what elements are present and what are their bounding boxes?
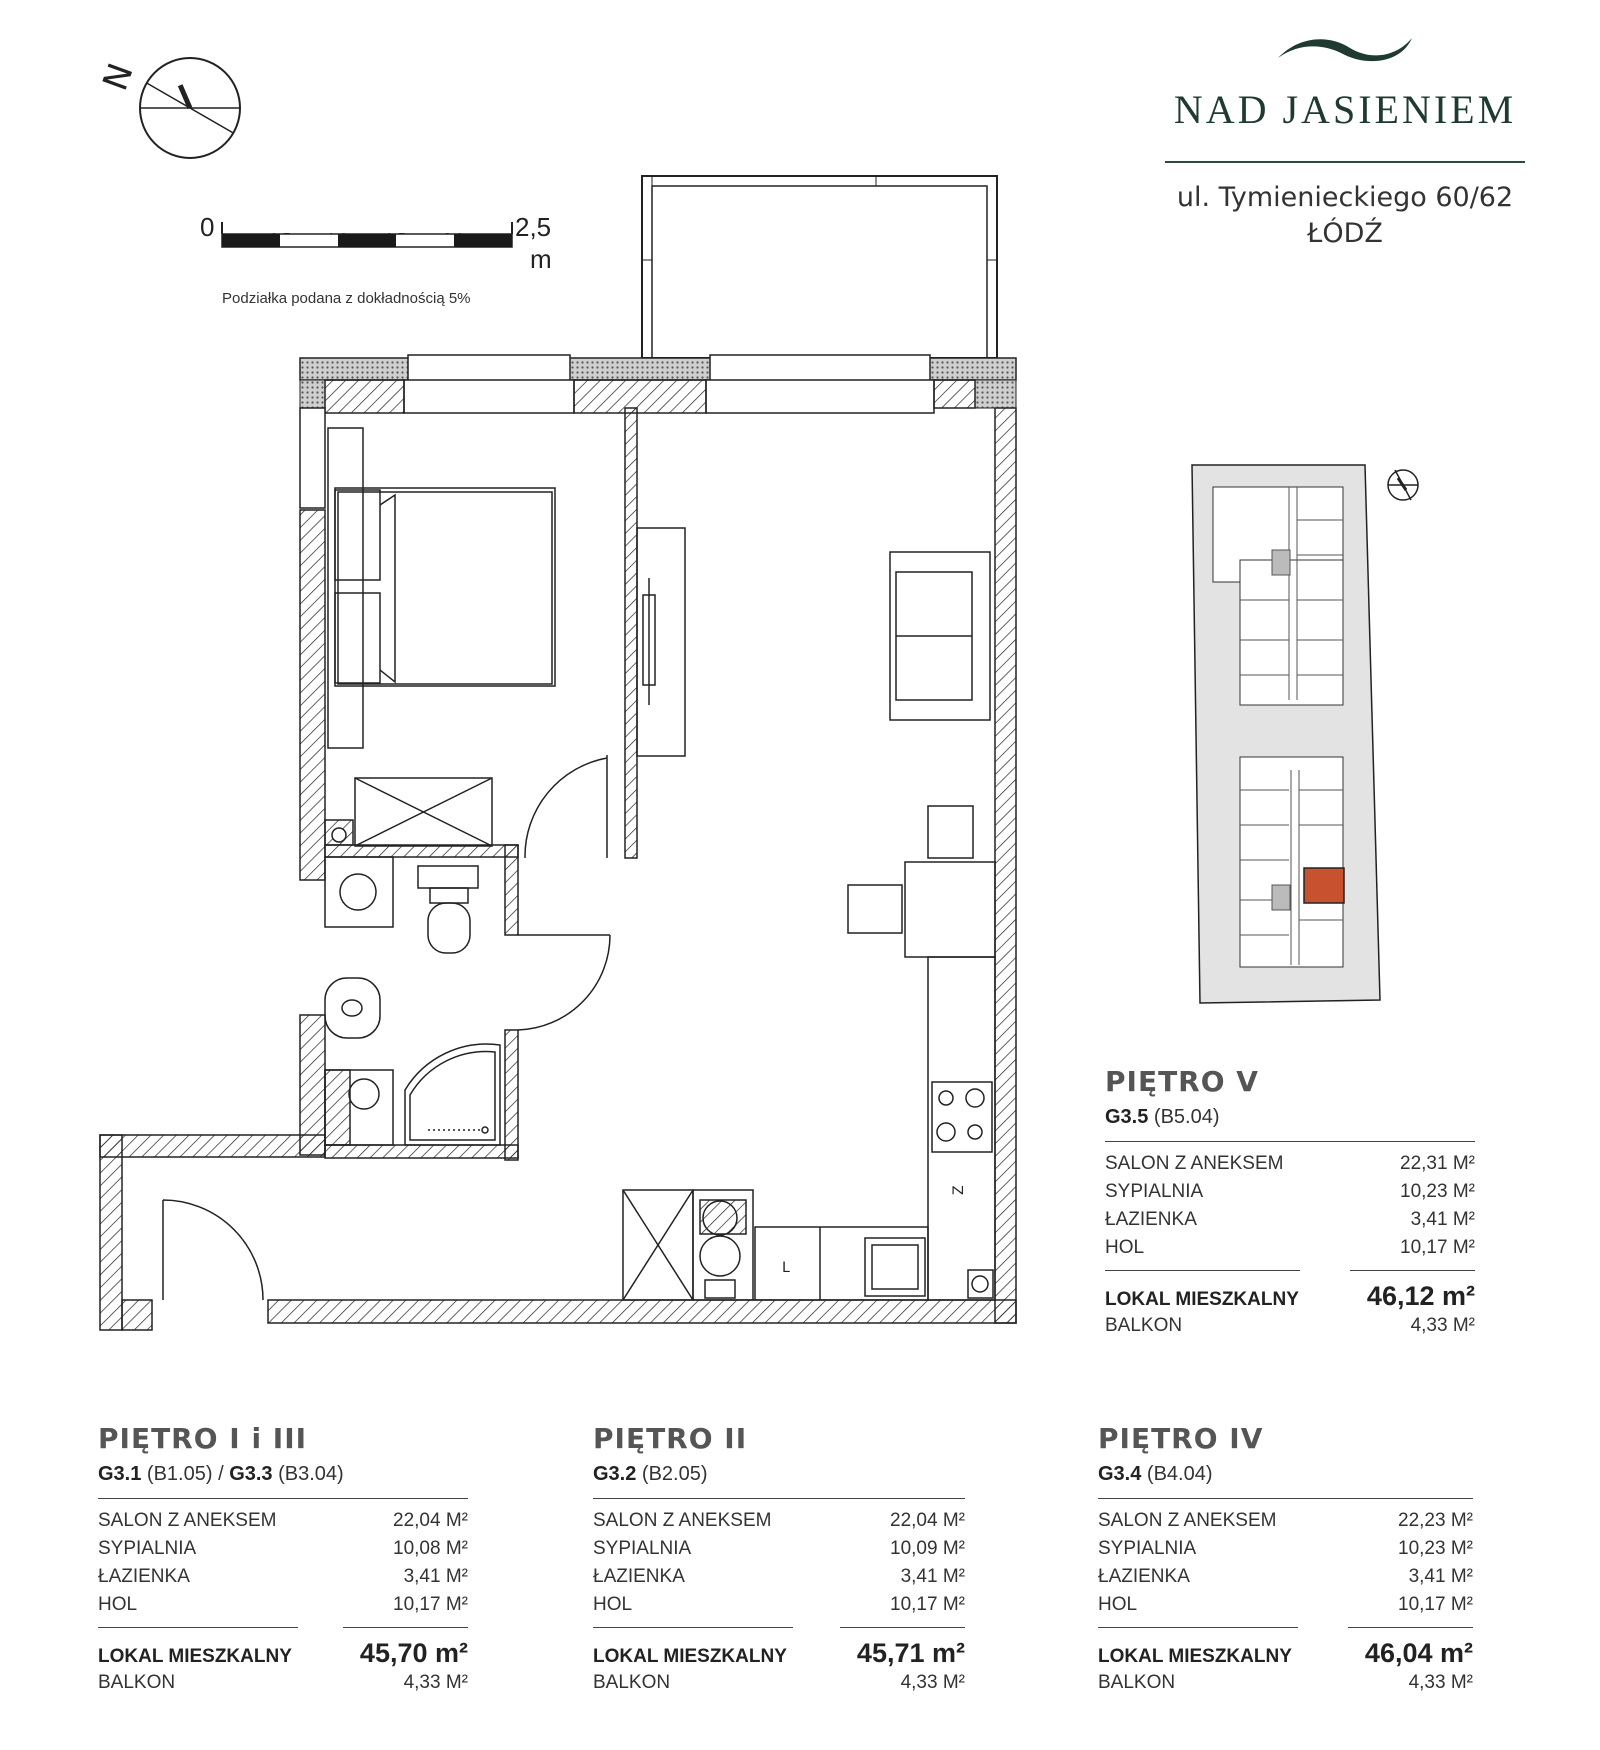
bed (328, 428, 555, 748)
floor-i-iii-title: PIĘTRO I i III (98, 1422, 308, 1455)
key-plan-compass-icon (1388, 470, 1418, 500)
total-row: LOKAL MIESZKALNY 45,71 m² (593, 1638, 965, 1668)
brand-name: NAD JASIENIEM (1173, 87, 1517, 132)
scale-unit: m (530, 244, 552, 274)
bathroom-fixtures (325, 820, 500, 1145)
logo-leaf-icon (1270, 30, 1420, 70)
brand-divider (1165, 161, 1525, 163)
table-row: HOL 10,17 M² (1105, 1237, 1475, 1258)
table-row: SYPIALNIA 10,09 M² (593, 1538, 965, 1559)
table-row: ŁAZIENKA 3,41 M² (1098, 1566, 1473, 1587)
boiler-cabinet (693, 1190, 753, 1300)
table-row: SALON Z ANEKSEM 22,31 M² (1105, 1153, 1475, 1174)
kitchen-counter (755, 957, 995, 1300)
table-floor-v (1105, 1065, 1475, 1340)
window-living-room (706, 355, 934, 413)
balcony-row: BALKON 4,33 M² (593, 1672, 965, 1693)
floor-v-title: PIĘTRO V (1105, 1065, 1259, 1098)
door-bathroom (518, 935, 610, 1030)
table-floor-iv: PIĘTRO IV G3.4 (B4.04) SALON Z ANEKSEM 22,23 M² SYPIALNIA 10,23 M² ŁAZIENKA 3,41 M² HOL 10,17 M² LOKAL MIESZKALNY 46,04 m² BALKON 4,33 M² (1098, 1422, 1473, 1697)
wardrobe-hall (623, 1190, 693, 1300)
address-city: ŁÓDŹ (1307, 218, 1383, 249)
balcony-row: BALKON 4,33 M² (98, 1672, 468, 1693)
floor-v-code: G3.5 (1105, 1106, 1149, 1128)
building-key-plan (1180, 455, 1460, 1015)
hatched-walls (100, 380, 1016, 1330)
scale-tick-max: 2,5 (515, 212, 552, 242)
balcony-row: BALKON 4,33 M² (1098, 1672, 1473, 1693)
table-row: SALON Z ANEKSEM 22,04 M² (98, 1510, 468, 1531)
scale-tick-0: 0 (200, 212, 215, 242)
table-row: HOL 10,17 M² (1098, 1594, 1473, 1615)
floor-iv-title: PIĘTRO IV (1098, 1422, 1264, 1455)
fridge-label: L (782, 1260, 790, 1276)
door-bedroom (525, 755, 607, 858)
total-row: LOKAL MIESZKALNY 46,04 m² (1098, 1638, 1473, 1668)
sofa (890, 552, 990, 720)
address-street: ul. Tymienieckiego 60/62 (1176, 182, 1514, 213)
table-row: SALON Z ANEKSEM 22,23 M² (1098, 1510, 1473, 1531)
table-row: ŁAZIENKA 3,41 M² (593, 1566, 965, 1587)
window-bedroom (404, 355, 574, 413)
table-row: SYPIALNIA 10,08 M² (98, 1538, 468, 1559)
total-row: LOKAL MIESZKALNY 45,70 m² (98, 1638, 468, 1668)
apartment-highlight (1304, 868, 1344, 903)
table-row: HOL 10,17 M² (593, 1594, 965, 1615)
compass-north-label: N (95, 58, 142, 96)
table-row: SYPIALNIA 10,23 M² (1098, 1538, 1473, 1559)
heater-corner (968, 1270, 993, 1298)
floor-ii-title: PIĘTRO II (593, 1422, 748, 1455)
total-row: LOKAL MIESZKALNY 46,12 m² (1105, 1281, 1475, 1311)
table-row: SYPIALNIA 10,23 M² (1105, 1181, 1475, 1202)
door-entrance (163, 1200, 263, 1300)
table-floor-i-iii: PIĘTRO I i III G3.1 (B1.05) / G3.3 (B3.04) SALON Z ANEKSEM 22,04 M² SYPIALNIA 10,08 M² ŁAZIENKA 3,41 M² HOL 10,17 M² LOKAL MIESZKALNY 45,70 m² BALKON 4,33 M² (98, 1422, 468, 1697)
table-row: ŁAZIENKA 3,41 M² (98, 1566, 468, 1587)
dishwasher-label: Z (951, 1185, 967, 1195)
compass-rose-icon (85, 50, 255, 170)
tv-unit (637, 528, 685, 756)
table-row: ŁAZIENKA 3,41 M² (1105, 1209, 1475, 1230)
table-floor-ii: PIĘTRO II G3.2 (B2.05) SALON Z ANEKSEM 22,04 M² SYPIALNIA 10,09 M² ŁAZIENKA 3,41 M² HOL 10,17 M² LOKAL MIESZKALNY 45,71 m² BALKON 4,33 M² (593, 1422, 965, 1697)
scale-note: Podziałka podana z dokładnością 5% (222, 290, 471, 307)
dining-table (848, 806, 995, 957)
floor-v-code-alt: (B5.04) (1153, 1106, 1220, 1128)
balcony-row: BALKON 4,33 M² (1105, 1315, 1475, 1336)
balcony-outline (642, 176, 997, 358)
wardrobe-bedroom (355, 778, 492, 846)
table-row: SALON Z ANEKSEM 22,04 M² (593, 1510, 965, 1531)
floor-plan (90, 170, 1040, 1345)
table-row: HOL 10,17 M² (98, 1594, 468, 1615)
